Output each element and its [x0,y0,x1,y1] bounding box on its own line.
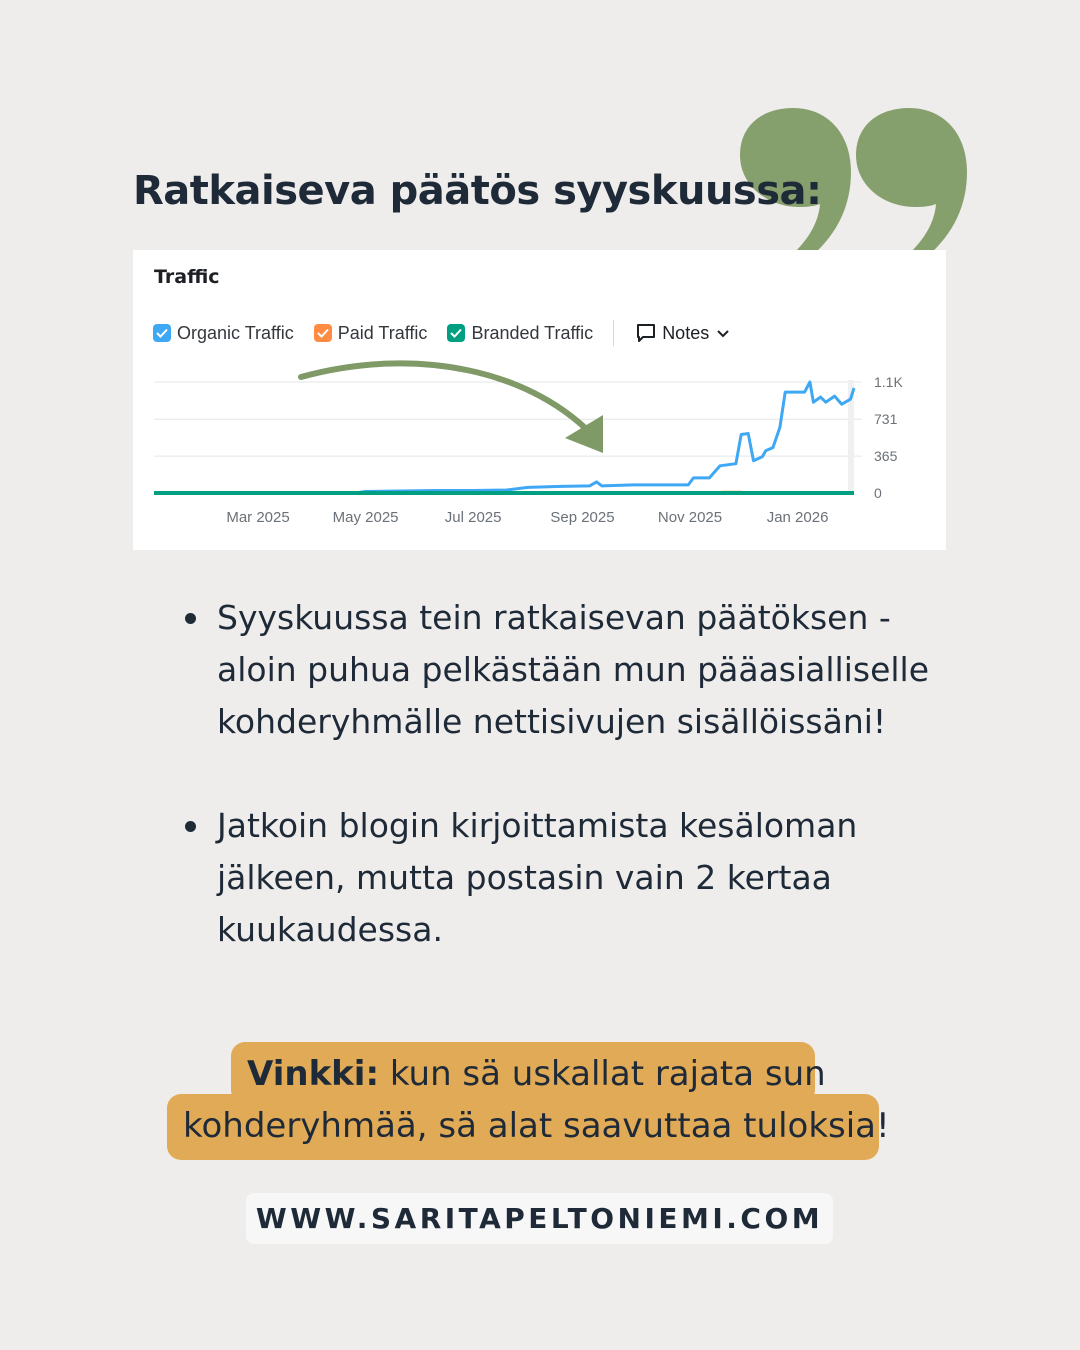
x-tick-label: May 2025 [332,509,399,526]
x-tick-label: Nov 2025 [657,509,723,526]
website-url[interactable]: WWW.SARITAPELTONIEMI.COM [246,1193,833,1244]
tip-label: Vinkki: [247,1054,380,1094]
x-tick-label: Jul 2025 [444,509,502,526]
x-tick-label: Jan 2026 [766,509,829,526]
y-tick-label: 1.1K [874,374,903,390]
tip-line-2 [183,1106,890,1146]
tip-text-2: kohderyhmää, sä alat saavuttaa tuloksia! [183,1106,890,1146]
tip-line-1 [247,1054,826,1094]
tip-text-1: kun sä uskallat rajata sun [379,1054,826,1094]
x-tick-label: Sep 2025 [550,509,615,526]
headline: Ratkaiseva päätös syyskuussa: [133,168,822,214]
legend-label: Organic Traffic [177,322,294,343]
y-tick-label: 731 [874,411,898,428]
legend-label: Paid Traffic [337,322,428,343]
notes-label: Notes [662,322,710,343]
bullet-item: Syyskuussa tein ratkaisevan päätöksen - aloin puhua pelkästään mun pääasialliselle kohderyhmälle nettisivujen sisällöissäni! [180,592,940,748]
legend-label: Branded Traffic [471,322,594,343]
chart-title: Traffic [154,266,220,288]
y-tick-label: 0 [874,485,882,501]
x-tick-label: Mar 2025 [226,509,290,526]
y-tick-label: 365 [874,448,898,465]
bullet-item: Jatkoin blogin kirjoittamista kesäloman jälkeen, mutta postasin vain 2 kertaa kuukaudessa. [180,800,940,956]
